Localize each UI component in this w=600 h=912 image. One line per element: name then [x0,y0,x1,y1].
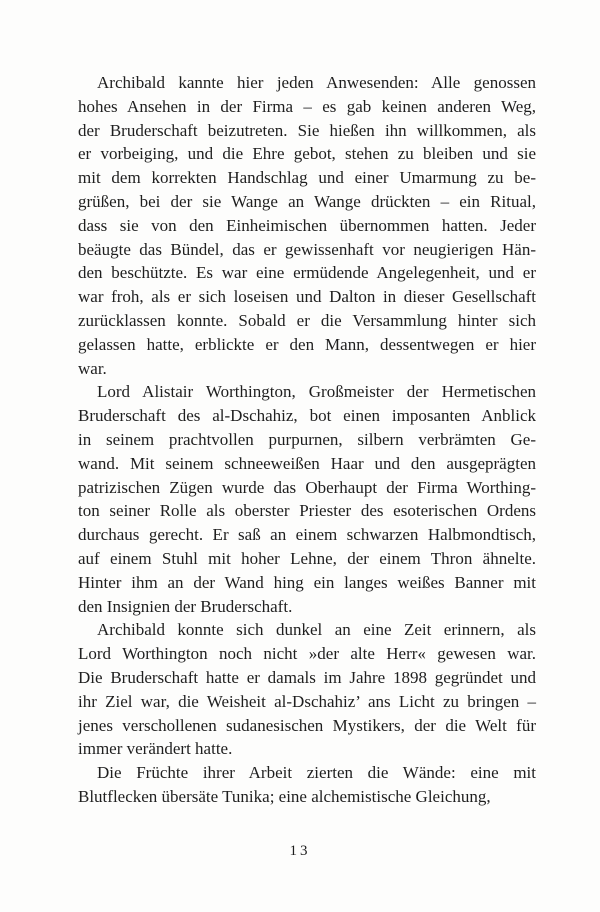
text-line [78,452,536,476]
paragraph [78,71,536,380]
text-line-content: war froh, als er sich loseisen und Dalton in dieser Gesellschaft [78,287,536,307]
text-line-content: Hinter ihm an der Wand hing ein langes weißes Banner mit [78,572,536,592]
text-line [78,309,536,333]
text-line-content: Die Bruderschaft hatte er damals im Jahre 1898 gegründet und [78,667,536,687]
text-line [78,95,536,119]
text-line-content: den beschützte. Es war eine ermüdende Angelegenheit, und er [78,263,536,283]
text-line [78,238,536,262]
text-line-content: Lord Alistair Worthington, Großmeister der Hermetischen [97,382,536,402]
text-line-content: Lord Worthington noch nicht »der alte Herr« gewesen war. [78,644,536,664]
text-line-content: ton seiner Rolle als oberster Priester des esoterischen Ordens [78,501,536,521]
text-line [78,737,536,761]
text-line-content: Archibald konnte sich dunkel an eine Zeit erinnern, als [97,620,536,640]
text-line [78,285,536,309]
text-line-content: jenes verschollenen sudanesischen Mystikers, der die Welt für [78,715,536,735]
text-line-content: den Insignien der Bruderschaft. [78,596,293,616]
text-line [78,119,536,143]
text-line-content: in seinem prachtvollen purpurnen, silbern verbrämten Ge- [78,429,536,449]
text-line [78,571,536,595]
text-line [78,666,536,690]
text-line-content: auf einem Stuhl mit hoher Lehne, der einem Thron ähnelte. [78,548,536,568]
text-line [78,618,536,642]
paragraph [78,380,536,618]
text-line [78,642,536,666]
text-line-content: zurücklassen konnte. Sobald er die Versammlung hinter sich [78,310,536,330]
text-line-content: immer verändert hatte. [78,739,233,759]
text-line [78,499,536,523]
text-line-content: ihr Ziel war, die Weisheit al-Dschahiz’ ans Licht zu bringen – [78,691,536,711]
text-line-content: gelassen hatte, erblickte er den Mann, dessentwegen er hier [78,334,536,354]
paragraph [78,761,536,809]
text-line [78,190,536,214]
text-line [78,785,536,809]
text-line [78,761,536,785]
text-line-content: er vorbeiging, und die Ehre gebot, stehen zu bleiben und sie [78,144,536,164]
text-line [78,547,536,571]
text-line [78,380,536,404]
text-line-content: Die Früchte ihrer Arbeit zierten die Wände: eine mit [97,763,536,783]
paragraph [78,618,536,761]
text-line [78,428,536,452]
text-line-content: der Bruderschaft beizutreten. Sie hießen ihn willkommen, als [78,120,536,140]
text-line [78,142,536,166]
text-line [78,166,536,190]
text-line-content: Archibald kannte hier jeden Anwesenden: Alle genossen [97,73,536,92]
text-line [78,357,536,381]
text-line-content: mit dem korrekten Handschlag und einer Umarmung zu be- [78,168,536,188]
text-line [78,333,536,357]
text-line-content: hohes Ansehen in der Firma – es gab keinen anderen Weg, [78,96,536,116]
text-line [78,404,536,428]
page-number: 13 [289,843,311,859]
text-line-content: patrizischen Zügen wurde das Oberhaupt der Firma Worthing- [78,477,536,497]
text-line [78,476,536,500]
text-line [78,214,536,238]
text-line [78,71,536,95]
text-line [78,261,536,285]
text-line-content: Bruderschaft des al-Dschahiz, bot einen imposanten Anblick [78,406,536,426]
text-line [78,595,536,619]
text-line-content: grüßen, bei der sie Wange an Wange drückten – ein Ritual, [78,191,536,211]
page-text [78,71,536,809]
text-line-content: dass sie von den Einheimischen übernommen hatten. Jeder [78,215,536,235]
text-line-content: Blutflecken übersäte Tunika; eine alchemistische Gleichung, [78,786,491,806]
text-line-content: war. [78,358,107,378]
text-line [78,523,536,547]
text-line [78,714,536,738]
text-line-content: wand. Mit seinem schneeweißen Haar und den ausgeprägten [78,453,536,473]
text-line-content: beäugte das Bündel, das er gewissenhaft vor neugierigen Hän- [78,239,536,259]
text-line-content: durchaus gerecht. Er saß an einem schwarzen Halbmondtisch, [78,525,536,545]
text-line [78,690,536,714]
